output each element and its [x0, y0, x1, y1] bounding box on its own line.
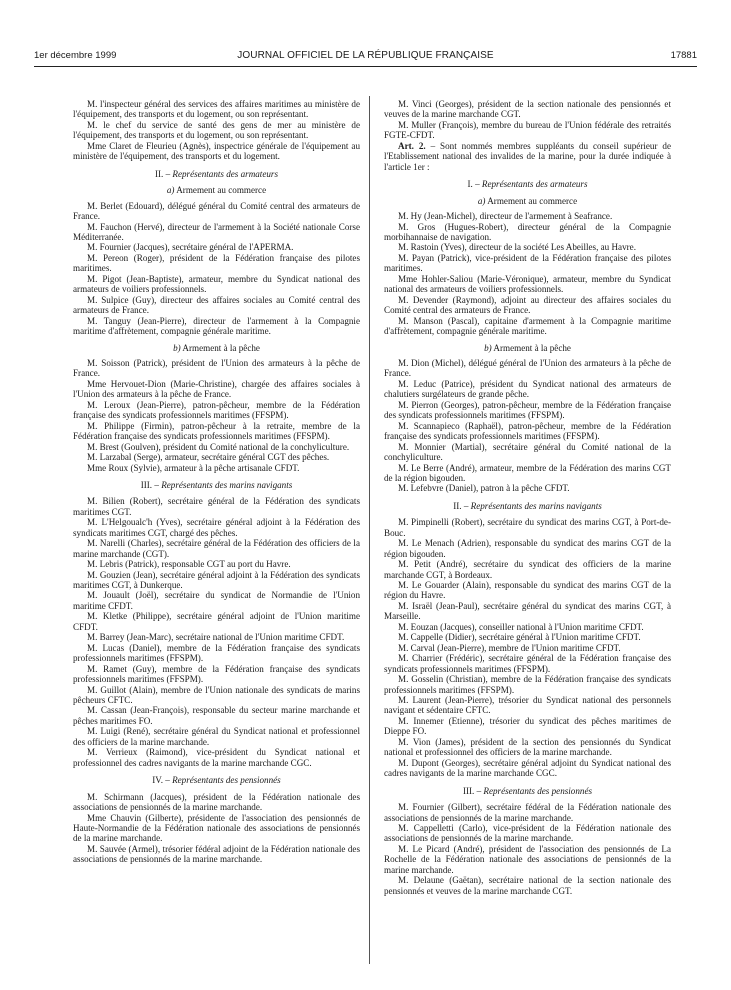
- list-item: M. Leroux (Jean-Pierre), patron-pêcheur, membre de la Fédération française des syndicats professionnels maritimes (FFSPM).: [73, 399, 360, 421]
- list-item: M. Soisson (Patrick), président de l'Union des armateurs à la pêche de France.: [73, 357, 360, 379]
- list-marins: [73, 496, 360, 768]
- list-peche: [73, 358, 360, 473]
- list-item: M. Larzabal (Serge), armateur, secrétaire général CGT des pêches.: [87, 452, 330, 463]
- list-item: Mme Claret de Fleurieu (Agnès), inspectrice générale de l'équipement au ministère de l'équipement, des transports et du logement.: [73, 140, 360, 162]
- list-pensionnes: [384, 802, 671, 896]
- list-item: M. Jouault (Joël), secrétaire du syndicat de Normandie de l'Union maritime CFDT.: [73, 590, 360, 611]
- list-item: M. Cassan (Jean-François), responsable du secteur marine marchande et pêches maritimes FO.: [73, 705, 360, 726]
- list-item: M. Petit (André), secrétaire du syndicat des officiers de la marine marchande CGT, à Bordeaux.: [384, 559, 671, 580]
- list-item: M. Dupont (Georges), secrétaire général adjoint du Syndicat national des cadres navigants de la marine marchande CGC.: [384, 757, 671, 779]
- list-peche: [384, 358, 671, 494]
- list-item: M. Le Picard (André), président de l'association des pensionnés de La Rochelle de la Fédération nationale des associations de pensionnés de la marine marchande.: [384, 843, 671, 875]
- subheading-letter: b): [173, 342, 181, 353]
- list-item: M. Pigot (Jean-Baptiste), armateur, membre du Syndicat national des armateurs de voiliers professionnels.: [73, 273, 360, 295]
- section-heading-marins: [73, 480, 360, 490]
- list-item: M. Devender (Raymond), adjoint au directeur des affaires sociales du Comité central des armateurs de France.: [384, 294, 671, 316]
- list-item: M. Berlet (Edouard), délégué général du Comité central des armateurs de France.: [73, 200, 360, 222]
- header-journal-title: JOURNAL OFFICIEL DE LA RÉPUBLIQUE FRANÇAISE: [237, 50, 494, 61]
- list-item: M. Muller (François), membre du bureau de l'Union fédérale des retraités FGTE-CFDT.: [384, 119, 671, 141]
- list-item: M. Israël (Jean-Paul), secrétaire général du syndicat des marins CGT, à Marseille.: [384, 600, 671, 622]
- article-text: – Sont nommés membres suppléants du conseil supérieur de l'Etablissement national des invalides de la marine, pour la durée indiquée à l'article 1er :: [384, 140, 672, 172]
- list-commerce: [73, 201, 360, 337]
- header-page-number: 17881: [670, 50, 697, 61]
- list-item: M. Le Berre (André), armateur, membre de la Fédération des marins CGT de la région bigouden.: [384, 462, 671, 483]
- list-item: M. Gros (Hugues-Robert), directeur général de la Compagnie morbihannaise de navigation.: [384, 221, 671, 242]
- section-heading-armateurs: [73, 169, 360, 179]
- list-item: M. Pierron (Georges), patron-pêcheur, membre de la Fédération française des syndicats professionnels maritimes (FFSPM).: [384, 399, 671, 421]
- list-item: M. Lucas (Daniel), membre de la Fédération française des syndicats professionnels maritimes (FFSPM).: [73, 642, 360, 664]
- list-item: M. Lefebvre (Daniel), patron à la pêche CFDT.: [398, 483, 570, 494]
- list-item: M. Ramet (Guy), membre de la Fédération française des syndicats professionnels maritimes (FFSPM).: [73, 663, 360, 685]
- subheading-title: Armement au commerce: [487, 195, 578, 206]
- list-item: M. Cappelle (Didier), secrétaire général à l'Union maritime CFDT.: [398, 632, 641, 643]
- list-item: Mme Chauvin (Gilberte), présidente de l'association des pensionnés de Haute-Normandie de la Fédération nationale des associations de pensionnés de la marine marchande.: [73, 812, 360, 844]
- list-item: M. Sulpice (Guy), directeur des affaires sociales au Comité central des armateurs de France.: [73, 294, 360, 316]
- subheading-title: Armement au commerce: [176, 185, 267, 196]
- list-item: M. Delaune (Gaëtan), secrétaire national de la section nationale des pensionnés et veuves de la marine marchande CGT.: [384, 875, 671, 896]
- list-item: M. Manson (Pascal), capitaine d'armement à la Compagnie maritime d'affrètement, compagnie générale maritime.: [384, 315, 671, 337]
- list-item: M. Leduc (Patrice), président du Syndicat national des armateurs de chalutiers surgélateurs de grande pêche.: [384, 378, 671, 400]
- subheading-commerce: [384, 196, 671, 206]
- section-title: Représentants des pensionnés: [172, 775, 281, 786]
- list-item: M. Fauchon (Hervé), directeur de l'armement à la Société nationale Corse Méditerranée.: [73, 221, 360, 242]
- list-item: M. Monnier (Martial), secrétaire général du Comité national de la conchyliculture.: [384, 441, 671, 463]
- list-commerce: [384, 211, 671, 336]
- list-item: M. Innemer (Etienne), trésorier du syndicat des pêches maritimes de Dieppe FO.: [384, 715, 671, 737]
- section-title: Représentants des marins navigants: [470, 500, 602, 511]
- left-column: [73, 99, 360, 865]
- list-item: M. Pimpinelli (Robert), secrétaire du syndicat des marins CGT, à Port-de-Bouc.: [384, 517, 671, 538]
- list-item: M. Scannapieco (Raphaël), patron-pêcheur, membre de la Fédération française des syndicats professionnels maritimes (FFSPM).: [384, 420, 671, 442]
- list-item: M. Vion (James), président de la section des pensionnés du Syndicat national et professionnel des officiers de la marine marchande.: [384, 736, 671, 758]
- subheading-letter: b): [484, 342, 492, 353]
- list-item: M. Fournier (Jacques), secrétaire général de l'APERMA.: [87, 242, 294, 253]
- list-item: M. Eouzan (Jacques), conseiller national à l'Union maritime CFDT.: [398, 621, 644, 632]
- subheading-peche: [73, 343, 360, 353]
- list-marins: [384, 517, 671, 778]
- list-pensionnes: [73, 792, 360, 865]
- list-item: M. Cappelletti (Carlo), vice-président de la Fédération nationale des associations de pensionnés de la marine marchande.: [384, 823, 671, 844]
- header-rule: [34, 66, 697, 67]
- article-paragraph: [384, 141, 671, 172]
- list-item: Mme Hohler-Saliou (Marie-Véronique), armateur, membre du Syndicat national des armateurs de voiliers professionnels.: [384, 273, 671, 295]
- subheading-letter: a): [166, 185, 175, 196]
- list-item: M. Gosselin (Christian), membre de la Fédération française des syndicats professionnels maritimes (FFSPM).: [384, 674, 671, 695]
- section-heading-marins: [384, 501, 671, 511]
- header-date: 1er décembre 1999: [34, 50, 117, 61]
- list-item: M. Le Menach (Adrien), responsable du syndicat des marins CGT de la région bigouden.: [384, 538, 671, 559]
- section-heading-pensionnes: [384, 786, 671, 796]
- section-title: Représentants des marins navigants: [161, 479, 293, 490]
- subheading-commerce: [73, 185, 360, 195]
- list-item: M. Kletke (Philippe), secrétaire général adjoint de l'Union maritime CFDT.: [73, 611, 360, 632]
- list-item: Mme Hervouet-Dion (Marie-Christine), chargée des affaires sociales à l'Union des armateurs à la pêche de France.: [73, 378, 360, 400]
- list-item: M. Narelli (Charles), secrétaire général de la Fédération des officiers de la marine marchande (CGT).: [73, 538, 360, 559]
- list-item: M. Hy (Jean-Michel), directeur de l'armement à Seafrance.: [398, 211, 613, 222]
- list-item: M. Vinci (Georges), président de la section nationale des pensionnés et veuves de la marine marchande CGT.: [384, 99, 671, 120]
- list-item: M. Pereon (Roger), président de la Fédération française des pilotes maritimes.: [73, 252, 360, 274]
- list-item: M. L'Helgoualc'h (Yves), secrétaire général adjoint à la Fédération des syndicats maritimes CGT, chargé des pêches.: [73, 517, 360, 538]
- list-item: M. Laurent (Jean-Pierre), trésorier du Syndicat national des personnels navigant et sédentaire CFTC.: [384, 695, 671, 716]
- section-number: II. –: [453, 500, 469, 511]
- list-item: M. Sauvée (Armel), trésorier fédéral adjoint de la Fédération nationale des associations de pensionnés de la marine marchande.: [73, 843, 360, 865]
- subheading-peche: [384, 343, 671, 353]
- subheading-letter: a): [477, 195, 486, 206]
- carry-over-block: [384, 99, 671, 141]
- list-item: M. Charrier (Frédéric), secrétaire général de la Fédération française des syndicats professionnels maritimes (FFSPM).: [384, 653, 671, 674]
- list-item: M. Tanguy (Jean-Pierre), directeur de l'armement à la Compagnie maritime d'affrètement, compagnie générale maritime.: [73, 315, 360, 337]
- list-item: M. l'inspecteur général des services des affaires maritimes au ministère de l'équipement, des transports et du logement, ou son représentant.: [73, 99, 360, 120]
- list-item: M. Fournier (Gilbert), secrétaire fédéral de la Fédération nationale des associations de pensionnés de la marine marchande.: [384, 802, 671, 823]
- section-title: Représentants des pensionnés: [483, 785, 593, 796]
- list-item: M. Payan (Patrick), vice-président de la Fédération française des pilotes maritimes.: [384, 252, 671, 274]
- section-number: IV. –: [152, 775, 170, 786]
- list-item: M. Philippe (Firmin), patron-pêcheur à la retraite, membre de la Fédération française des syndicats professionnels maritimes (FFSPM).: [73, 420, 360, 442]
- subheading-title: Armement à la pêche: [182, 342, 260, 353]
- section-heading-armateurs: [384, 179, 671, 189]
- section-number: II. –: [154, 168, 171, 179]
- list-item: Mme Roux (Sylvie), armateur à la pêche artisanale CFDT.: [87, 462, 300, 473]
- article-number: Art. 2.: [398, 140, 426, 151]
- column-divider: [369, 96, 370, 964]
- section-heading-pensionnes: [73, 775, 360, 785]
- section-number: III. –: [462, 785, 482, 796]
- list-item: M. Dion (Michel), délégué général de l'Union des armateurs à la pêche de France.: [384, 357, 671, 379]
- list-item: M. Schirmann (Jacques), président de la Fédération nationale des associations de pensionnés de la marine marchande.: [73, 791, 360, 813]
- list-item: M. Lebris (Patrick), responsable CGT au port du Havre.: [87, 559, 291, 570]
- subheading-title: Armement à la pêche: [493, 342, 571, 353]
- list-item: M. Verrieux (Raimond), vice-président du Syndicat national et professionnel des cadres navigants de la marine marchande CGC.: [73, 747, 360, 768]
- list-item: M. Luigi (René), secrétaire général du Syndicat national et professionnel des officiers de la marine marchande.: [73, 726, 360, 747]
- intro-block: [73, 99, 360, 162]
- list-item: M. Guillot (Alain), membre de l'Union nationale des syndicats de marins pêcheurs CFTC.: [73, 684, 360, 706]
- list-item: M. Gouzien (Jean), secrétaire général adjoint à la Fédération des syndicats maritimes CGT, à Dunkerque.: [73, 569, 360, 591]
- section-number: I. –: [467, 179, 480, 190]
- section-title: Représentants des armateurs: [172, 168, 278, 179]
- section-title: Représentants des armateurs: [481, 179, 588, 190]
- section-number: III. –: [140, 479, 159, 490]
- list-item: M. Barrey (Jean-Marc), secrétaire national de l'Union maritime CFDT.: [87, 632, 345, 643]
- list-item: M. Carval (Jean-Pierre), membre de l'Union maritime CFDT.: [398, 642, 621, 653]
- list-item: M. Rastoin (Yves), directeur de la société Les Abeilles, au Havre.: [398, 242, 636, 253]
- list-item: M. Bilien (Robert), secrétaire général de la Fédération des syndicats maritimes CGT.: [73, 496, 360, 517]
- list-item: M. Le Gouarder (Alain), responsable du syndicat des marins CGT de la région du Havre.: [384, 580, 671, 601]
- list-item: M. le chef du service de santé des gens de mer au ministère de l'équipement, des transports et du logement, ou son représentant.: [73, 119, 360, 141]
- right-column: [384, 99, 671, 896]
- list-item: M. Brest (Goulven), président du Comité national de la conchyliculture.: [87, 441, 350, 452]
